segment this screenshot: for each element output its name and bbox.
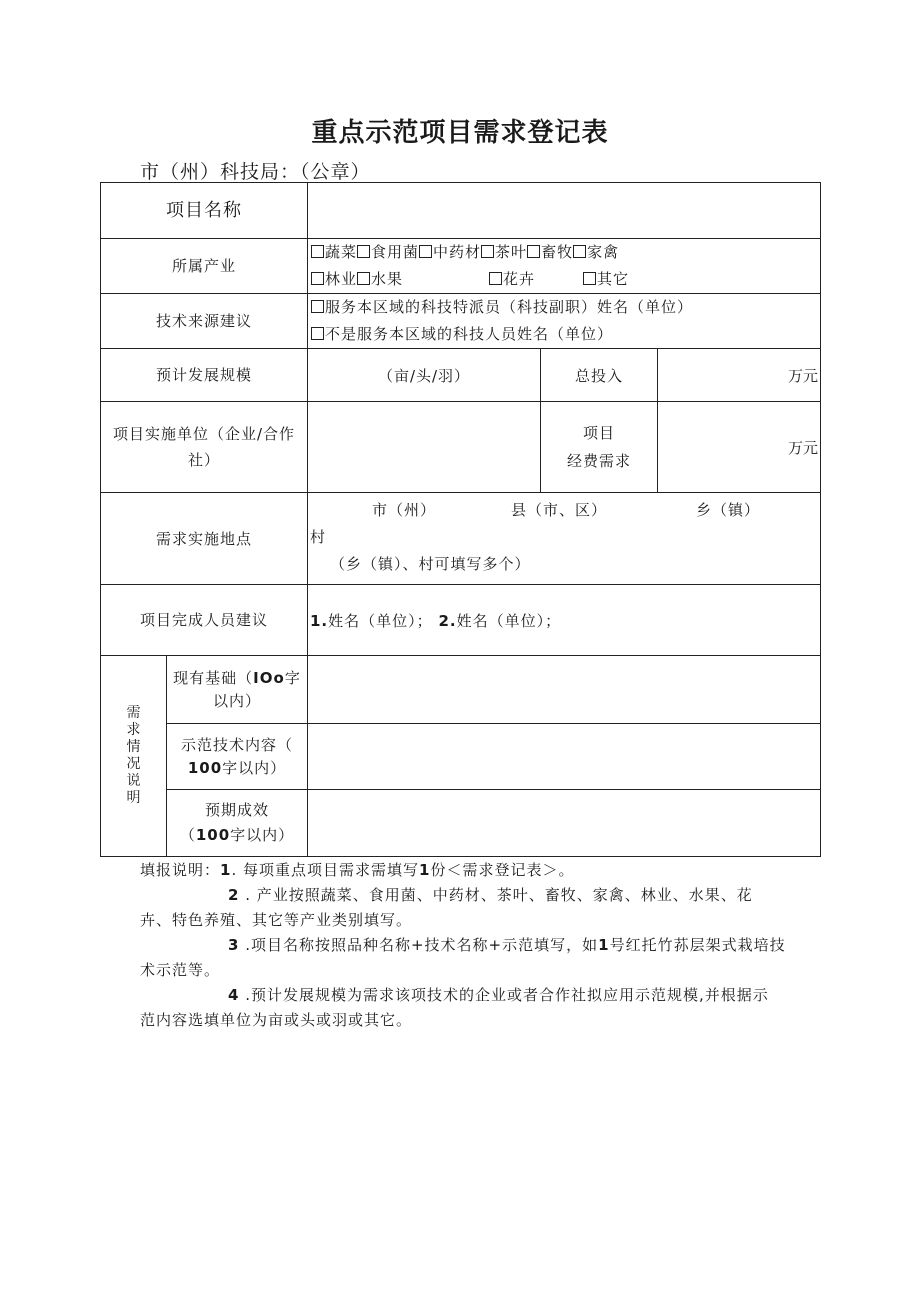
checkbox-icon[interactable] (311, 272, 324, 285)
instruction-4-continued: 范内容选填单位为亩或头或羽或其它。 (140, 1011, 413, 1029)
industry-option[interactable] (573, 239, 619, 266)
personnel-label: 项目完成人员建议 (101, 585, 308, 656)
instruction-number: 4 (228, 986, 240, 1004)
checkbox-icon[interactable] (583, 272, 596, 285)
personnel-text-2: 姓名（单位）； (456, 611, 562, 630)
instruction-prefix: 填报说明： (140, 861, 221, 879)
industry-options (308, 239, 821, 294)
checkbox-icon[interactable] (311, 300, 324, 313)
instruction-text: . 每项重点项目需求需填写 (231, 861, 419, 879)
instruction-number: 1 (419, 861, 431, 879)
checkbox-icon[interactable] (311, 327, 324, 340)
personnel-number-1: 1. (310, 611, 329, 630)
industry-option[interactable] (583, 266, 629, 293)
option-label: 中药材 (433, 243, 482, 261)
industry-row-1 (311, 239, 820, 266)
needs-description-group-label (101, 656, 167, 857)
fund-need-field[interactable]: 万元 (658, 402, 821, 493)
existing-basis-label (167, 656, 308, 724)
existing-basis-field[interactable] (308, 656, 821, 724)
tech-source-option-2[interactable] (311, 321, 820, 348)
basis-text-2: 字 (284, 668, 301, 687)
checkbox-icon[interactable] (357, 245, 370, 258)
city-label: 市（州） (372, 501, 437, 519)
checkbox-icon[interactable] (573, 245, 586, 258)
instruction-text: . 产业按照蔬菜、食用菌、中药材、茶叶、畜牧、家禽、林业、水果、花 (239, 886, 753, 904)
personnel-number-2: 2. (438, 611, 457, 630)
basis-text-1: 现有基础（ (173, 668, 254, 687)
scale-label: 预计发展规模 (101, 349, 308, 402)
instruction-2 (140, 883, 822, 908)
industry-option[interactable] (357, 266, 403, 293)
checkbox-icon[interactable] (527, 245, 540, 258)
basis-text-3: 以内） (212, 691, 261, 710)
location-label: 需求实施地点 (101, 493, 308, 585)
content-text-1: 示范技术内容（ (180, 735, 293, 754)
industry-option[interactable] (527, 239, 573, 266)
option-label: 林业 (325, 270, 358, 288)
industry-row-2 (311, 266, 820, 293)
option-label: 水果 (371, 270, 404, 288)
option-label: 花卉 (503, 270, 536, 288)
tech-source-label: 技术来源建议 (101, 294, 308, 349)
location-line-1 (308, 497, 820, 524)
content-number: 100 (187, 758, 223, 777)
instruction-3 (140, 933, 822, 958)
project-name-label: 项目名称 (101, 183, 308, 239)
county-label: 县（市、区） (511, 501, 608, 519)
industry-option[interactable] (311, 266, 357, 293)
group-char: 说 (126, 773, 141, 789)
tech-source-option-1[interactable] (311, 294, 820, 321)
option-label: 食用菌 (371, 243, 420, 261)
implementing-unit-label: 项目实施单位（企业/合作社） (101, 402, 308, 493)
industry-option[interactable] (311, 239, 357, 266)
industry-option[interactable] (489, 266, 535, 293)
personnel-field[interactable] (308, 585, 821, 656)
fund-label-line-1: 项目 (582, 424, 615, 442)
filling-instructions (140, 858, 822, 1033)
village-label: 村 (310, 528, 327, 546)
option-label: 畜牧 (541, 243, 574, 261)
group-char: 情 (126, 739, 141, 755)
industry-option[interactable] (481, 239, 527, 266)
industry-option[interactable] (419, 239, 481, 266)
tech-source-options (308, 294, 821, 349)
form-title: 重点示范项目需求登记表 (311, 118, 609, 148)
instruction-text: 号红托竹荪层架式栽培技 (609, 936, 786, 954)
total-investment-field[interactable]: 万元 (658, 349, 821, 402)
option-label: 茶叶 (495, 243, 528, 261)
checkbox-icon[interactable] (357, 272, 370, 285)
effect-number: 100 (195, 826, 231, 844)
instruction-text: .项目名称按照品种名称+技术名称+示范填写，如 (239, 936, 599, 954)
town-label: 乡（镇） (696, 501, 761, 519)
instruction-1 (140, 858, 822, 883)
instruction-text: 份＜需求登记表＞。 (430, 861, 575, 879)
instruction-number: 3 (228, 936, 240, 954)
industry-label: 所属产业 (101, 239, 308, 294)
content-text-2: 字以内） (222, 758, 287, 777)
checkbox-icon[interactable] (419, 245, 432, 258)
checkbox-icon[interactable] (489, 272, 502, 285)
option-label: 不是服务本区域的科技人员姓名（单位） (325, 325, 614, 343)
expected-effect-field[interactable] (308, 790, 821, 857)
option-label: 其它 (597, 270, 630, 288)
checkbox-icon[interactable] (481, 245, 494, 258)
fund-need-label (541, 402, 658, 493)
instruction-text: .预计发展规模为需求该项技术的企业或者合作社拟应用示范规模,并根据示 (239, 986, 769, 1004)
option-label: 蔬菜 (325, 243, 358, 261)
industry-option[interactable] (357, 239, 419, 266)
option-label: 服务本区域的科技特派员（科技副职）姓名（单位） (325, 298, 694, 316)
instruction-4 (140, 983, 822, 1008)
scale-field[interactable]: （亩/头/羽） (308, 349, 541, 402)
basis-number: IOo (253, 668, 285, 687)
location-note: （乡（镇）、村可填写多个） (330, 555, 531, 573)
personnel-text-1: 姓名（单位）； (328, 611, 433, 630)
instruction-2-continued: 卉、特色养殖、其它等产业类别填写。 (140, 911, 413, 929)
location-field[interactable] (308, 493, 821, 585)
effect-text-2: 字以内） (230, 826, 295, 844)
option-label: 家禽 (587, 243, 620, 261)
instruction-3-continued: 术示范等。 (140, 961, 221, 979)
bureau-seal-line: 市（州）科技局：（公章） (140, 161, 371, 183)
project-name-field[interactable] (308, 183, 821, 239)
registration-form (100, 182, 821, 857)
instruction-number: 1 (220, 861, 232, 879)
instruction-number: 2 (228, 886, 240, 904)
group-char: 求 (126, 722, 141, 738)
fund-label-line-2: 经费需求 (566, 452, 631, 470)
demo-content-label (167, 724, 308, 790)
checkbox-icon[interactable] (311, 245, 324, 258)
implementing-unit-field[interactable] (308, 402, 541, 493)
group-char: 况 (126, 756, 141, 772)
instruction-number: 1 (598, 936, 610, 954)
group-char: 需 (126, 705, 141, 721)
expected-effect-label (167, 790, 308, 857)
demo-content-field[interactable] (308, 724, 821, 790)
effect-paren: （ (179, 826, 196, 844)
total-investment-label: 总投入 (541, 349, 658, 402)
group-char: 明 (126, 790, 141, 806)
effect-text-1: 预期成效 (204, 801, 269, 819)
